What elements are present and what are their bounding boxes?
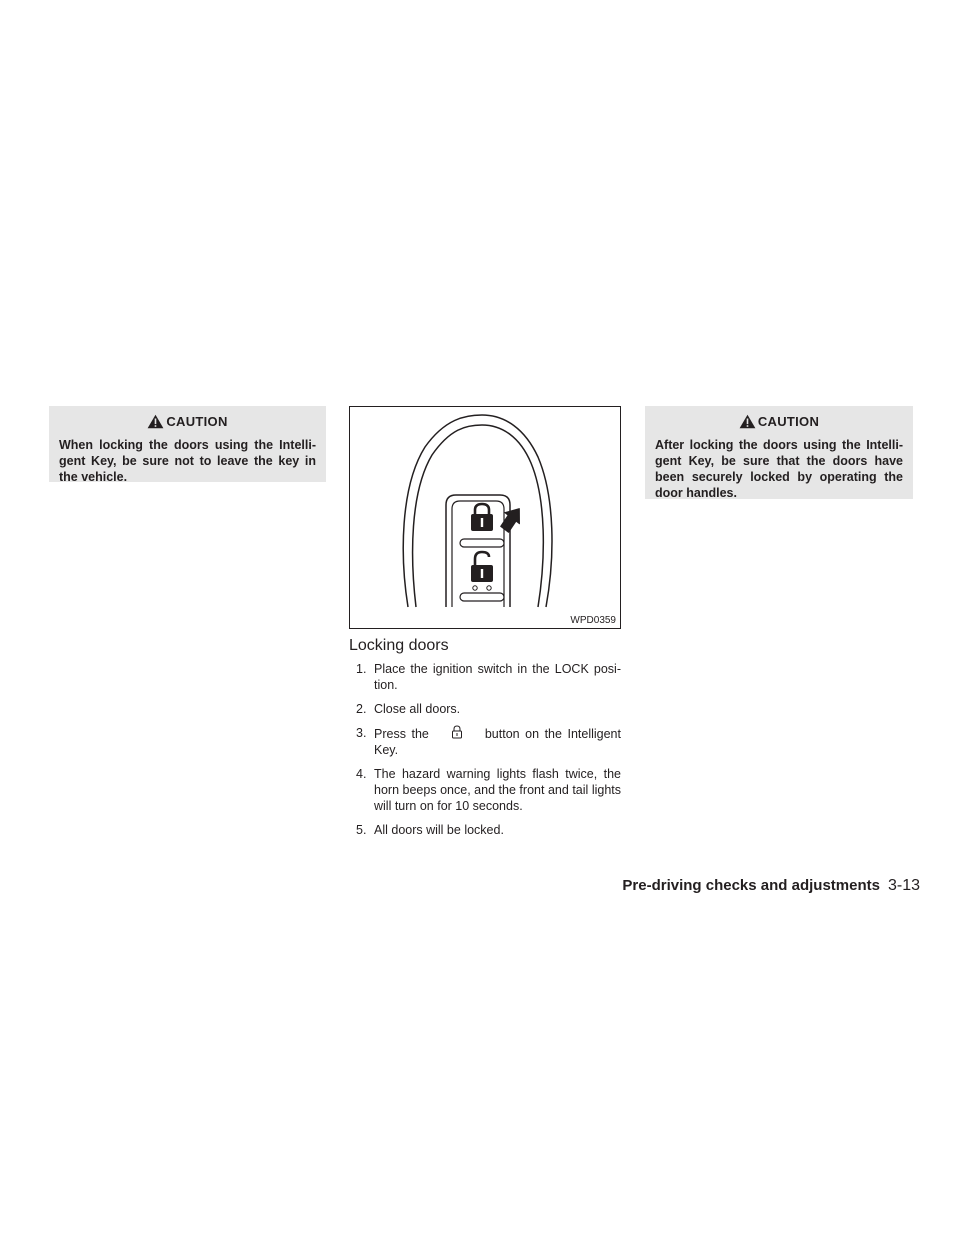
page-number: 3-13 (887, 877, 920, 894)
figure-code: WPD0359 (570, 615, 616, 626)
warning-triangle-icon (739, 414, 756, 429)
warning-triangle-icon (147, 414, 164, 429)
key-fob-figure (349, 406, 621, 629)
section-title: Locking doors (349, 637, 449, 654)
lock-icon (429, 725, 485, 737)
caution-heading (59, 414, 316, 429)
key-fob-illustration (350, 407, 620, 628)
caution-text: After locking the doors using the Intelli- gent Key, be sure that the doors have been securely locked by operating the door handles. (655, 438, 903, 500)
unlock-button-icon (471, 552, 493, 590)
list-item: 4. The hazard warning lights flash twice, the horn beeps once, and the front and tail lights will turn on for 10 seconds. (356, 767, 621, 813)
page-footer (622, 877, 920, 895)
caution-box-left (49, 406, 326, 482)
footer-section-title: Pre-driving checks and adjustments (622, 877, 880, 894)
caution-heading-text: CAUTION (166, 414, 228, 429)
list-item: 1. Place the ignition switch in the LOCK posi- tion. (356, 662, 621, 692)
list-item: 5. All doors will be locked. (356, 823, 504, 837)
list-item: 3. Press the button on the Intelligent Key. (356, 726, 621, 757)
caution-heading (655, 414, 903, 429)
caution-text: When locking the doors using the Intelli- gent Key, be sure not to leave the key in the vehicle. (59, 438, 316, 484)
steps-list (356, 661, 621, 846)
arrow-icon (499, 509, 523, 534)
lock-button-icon (471, 504, 493, 531)
caution-box-right (645, 406, 913, 499)
list-item: 2. Close all doors. (356, 702, 461, 716)
caution-heading-text: CAUTION (757, 414, 820, 429)
